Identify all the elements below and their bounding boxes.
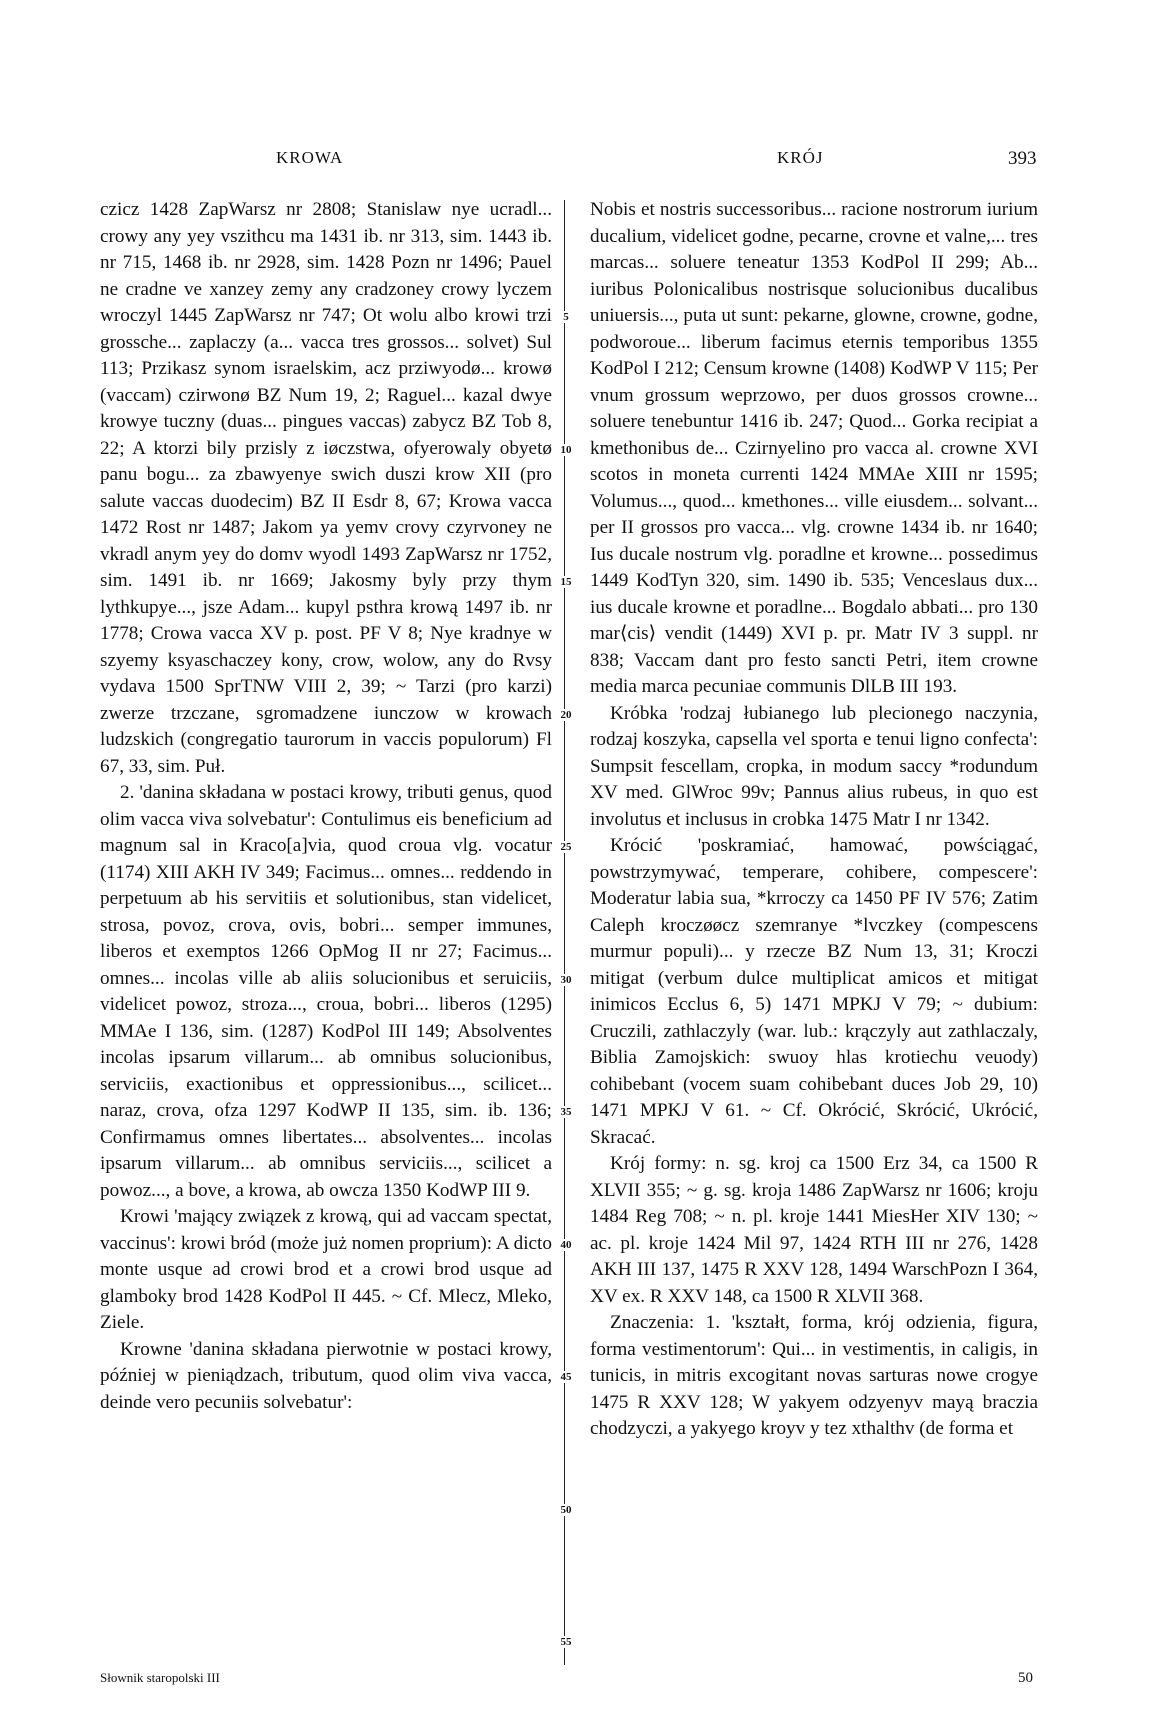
line-number: 40: [553, 1239, 579, 1251]
line-number: 15: [553, 576, 579, 588]
entry-kroj-meanings: Znaczenia: 1. 'kształt, forma, krój odzienia, figura, forma vestimentorum': Qui... in vestimentis, in caligis, in tunicis, in mitris excogitant novas sarturas nowe crogye 1475 R XXV 128; W yakyem odzyenyv mayą braczia chodzyczi, a yakyego kroyv y tez xthalthv (de forma et: [590, 1312, 1038, 1439]
entry-krowa-continued: czicz 1428 ZapWarsz nr 2808; Stanislaw nye ucradl... crowy any yey vszithcu ma 1431 ib. nr 313, sim. 1443 ib. nr 715, 1468 ib. nr 2928, sim. 1428 Pozn nr 1496; Pauel ne cradne ve xanzey zemy any cradzoney crowy lyczem wroczyl 1445 ZapWarsz nr 747; Ot wolu albo krowi trzi grossche... zaplaczy (a... vacca tres grossos... solvet) Sul 113; Przikasz synom israelskim, acz prziwyodø... krowø (vaccam) czirwonø BZ Num 19, 2; Raguel... kazal dwye krowye tuczny (duas... pingues vaccas) zabycz BZ Tob 8, 22; A ktorzi bily przisly z iøczstwa, ofyerowaly obyetø panu bogu... za zbawyenye swich duszi krow XII (pro salute vaccas duodecim) BZ II Esdr 8, 67; Krowa vacca 1472 Rost nr 1487; Jakom ya yemv crovy czyrvoney ne vkradl anym yey do domv wyodl 1493 ZapWarsz nr 1752, sim. 1491 ib. nr 1669; Jakosmy byly przy thym lythkupye..., jsze Adam... kupyl psthra krową 1497 ib. nr 1778; Crowa vacca XV p. post. PF V 8; Nye kradnye w szyemy ksyaschaczey kony, crow, wolow, any do Rvsy vydava 1500 SprTNW VIII 2, 39; ~ Tarzi (pro karzi) zwerze trzczane, sgromadzene iunczow w krowach ludzskich (congregatio taurorum in vaccis populorum) Fl 67, 33, sim. Puł.: [100, 199, 552, 777]
column-divider: [564, 200, 565, 1665]
line-number: 20: [553, 709, 579, 721]
entry-krowi: Krowi 'mający związek z krową, qui ad vaccam spectat, vaccinus': krowi bród (może już nomen proprium): A dicto monte usque ad crowi brod et a crowi brod usque ad glamboky brod 1428 KodPol II 445. ~ Cf. Mlecz, Mleko, Ziele.: [100, 1206, 552, 1333]
entry-krowne-continued: Nobis et nostris successoribus... racione nostrorum iurium ducalium, videlicet godne, pecarne, crovne et valne,... tres marcas... soluere teneatur 1353 KodPol II 299; Ab... iuribus Polonicalibus nostrisque solucionibus ducalibus uniuersis..., puta ut sunt: pekarne, glowne, crowne, godne, podworoue... liberum facimus eternis temporibus 1355 KodPol I 212; Censum krowne (1408) KodWP V 115; Per vnum grossum weprzowo, per duos grossos crowne... soluere tenebuntur 1416 ib. 247; Quod... Gorka recipiat a kmethonibus de... Czirnyelino pro vacca al. crowne XVI scotos in moneta currenti 1424 MMAe XIII nr 1595; Volumus..., quod... kmethones... ville eiusdem... solvant... per II grossos pro vacca... vlg. crowne 1434 ib. nr 1640; Ius ducale nostrum vlg. poradlne et krowne... possedimus 1449 KodTyn 320, sim. 1490 ib. 535; Venceslaus dux... ius ducale krowne et poradlne... Bogdalo abbati... pro 130 mar⟨cis⟩ vendit (1449) XVI p. pr. Matr IV 3 suppl. nr 838; Vaccam dant pro festo sancti Petri, item crowne media marca pecuniae communis DlLB III 193.: [590, 199, 1038, 697]
line-number: 5: [553, 311, 579, 323]
line-number: 50: [553, 1504, 579, 1516]
page-number: 393: [1008, 148, 1037, 169]
entry-krowa-sense-2: 2. 'danina składana w postaci krowy, tributi genus, quod olim vacca viva solvebatur': Contulimus eis beneficium ad magnum sal in Kraco[a]via, quod croua vlg. vocatur (1174) XIII AKH IV 349; Facimus... omnes... reddendo in perpetuum ab his servitiis et solutionibus, stan videlicet, strosa, povoz, crova, ovis, bobri... semper immunes, liberos et exemptos 1266 OpMog II nr 27; Facimus... omnes... incolas ville ab aliis solucionibus et seruiciis, videlicet powoz, stroza..., croua, bobri... liberos (1295) MMAe I 136, sim. (1287) KodPol III 149; Absolventes incolas ipsarum villarum... ab omnibus solucionibus, serviciis, exactionibus et oppressionibus..., scilicet... naraz, crova, ofza 1297 KodWP II 135, sim. ib. 136; Confirmamus omnes libertates... absolventes... incolas ipsarum villarum... ab omnibus serviciis..., scilicet a powoz..., a bove, a krowa, ab owcza 1350 KodWP III 9.: [100, 782, 552, 1201]
line-number: 30: [553, 974, 579, 986]
left-column: [100, 197, 552, 1416]
footer-sheet-number: 50: [1018, 1670, 1033, 1686]
running-head-left: KROWA: [276, 148, 344, 167]
running-head-right: KRÓJ: [777, 148, 824, 167]
line-number: 25: [553, 841, 579, 853]
line-number: 55: [553, 1636, 579, 1648]
right-column: [590, 197, 1038, 1443]
footer-signature: Słownik staropolski III: [100, 1670, 220, 1685]
line-number: 45: [553, 1371, 579, 1383]
entry-krocic: Krócić 'poskramiać, hamować, powściągać, powstrzymywać, temperare, cohibere, compescere': Moderatur labia sua, *krroczy ca 1450 PF IV 576; Zatim Caleph kroczøøcz szemranye *lvczkey (compescens murmur populi)... y rzecze BZ Num 13, 31; Kroczi mitigat (verbum dulce multiplicat amicos et mitigat inimicos Ecclus 6, 5) 1471 MPKJ V 79; ~ dubium: Cruczili, zathlaczyly (war. lub.: krączyly aut zathlaczaly, Biblia Zamojskich: swuoy hlas krotiechu veuody) cohibebant (vocem suam cohibebant duces Job 29, 10) 1471 MPKJ V 61. ~ Cf. Okrócić, Skrócić, Ukrócić, Skracać.: [590, 835, 1038, 1148]
entry-krobka: Króbka 'rodzaj łubianego lub plecionego naczynia, rodzaj koszyka, capsella vel sporta e tenui ligno confecta': Sumpsit fescellam, cropka, in modum saccy *rodundum XV med. GlWroc 99v; Pannus alius rubeus, in quo est involutus et inclusus in crobka 1475 Matr I nr 1342.: [590, 702, 1038, 830]
entry-krowne: Krowne 'danina składana pierwotnie w postaci krowy, później w pieniądzach, tributum, quod olim viva vacca, deinde vero pecuniis solvebatur':: [100, 1338, 552, 1413]
entry-kroj-forms: Krój formy: n. sg. kroj ca 1500 Erz 34, ca 1500 R XLVII 355; ~ g. sg. kroja 1486 ZapWarsz nr 1606; kroju 1484 Reg 708; ~ n. pl. kroje 1441 MiesHer XIV 130; ~ ac. pl. kroje 1424 Mil 97, 1424 RTH III nr 276, 1428 AKH III 137, 1475 R XXV 128, 1494 WarschPozn I 364, XV ex. R XXV 148, ca 1500 R XLVII 368.: [590, 1153, 1038, 1307]
line-number: 35: [553, 1106, 579, 1118]
line-number: 10: [553, 444, 579, 456]
